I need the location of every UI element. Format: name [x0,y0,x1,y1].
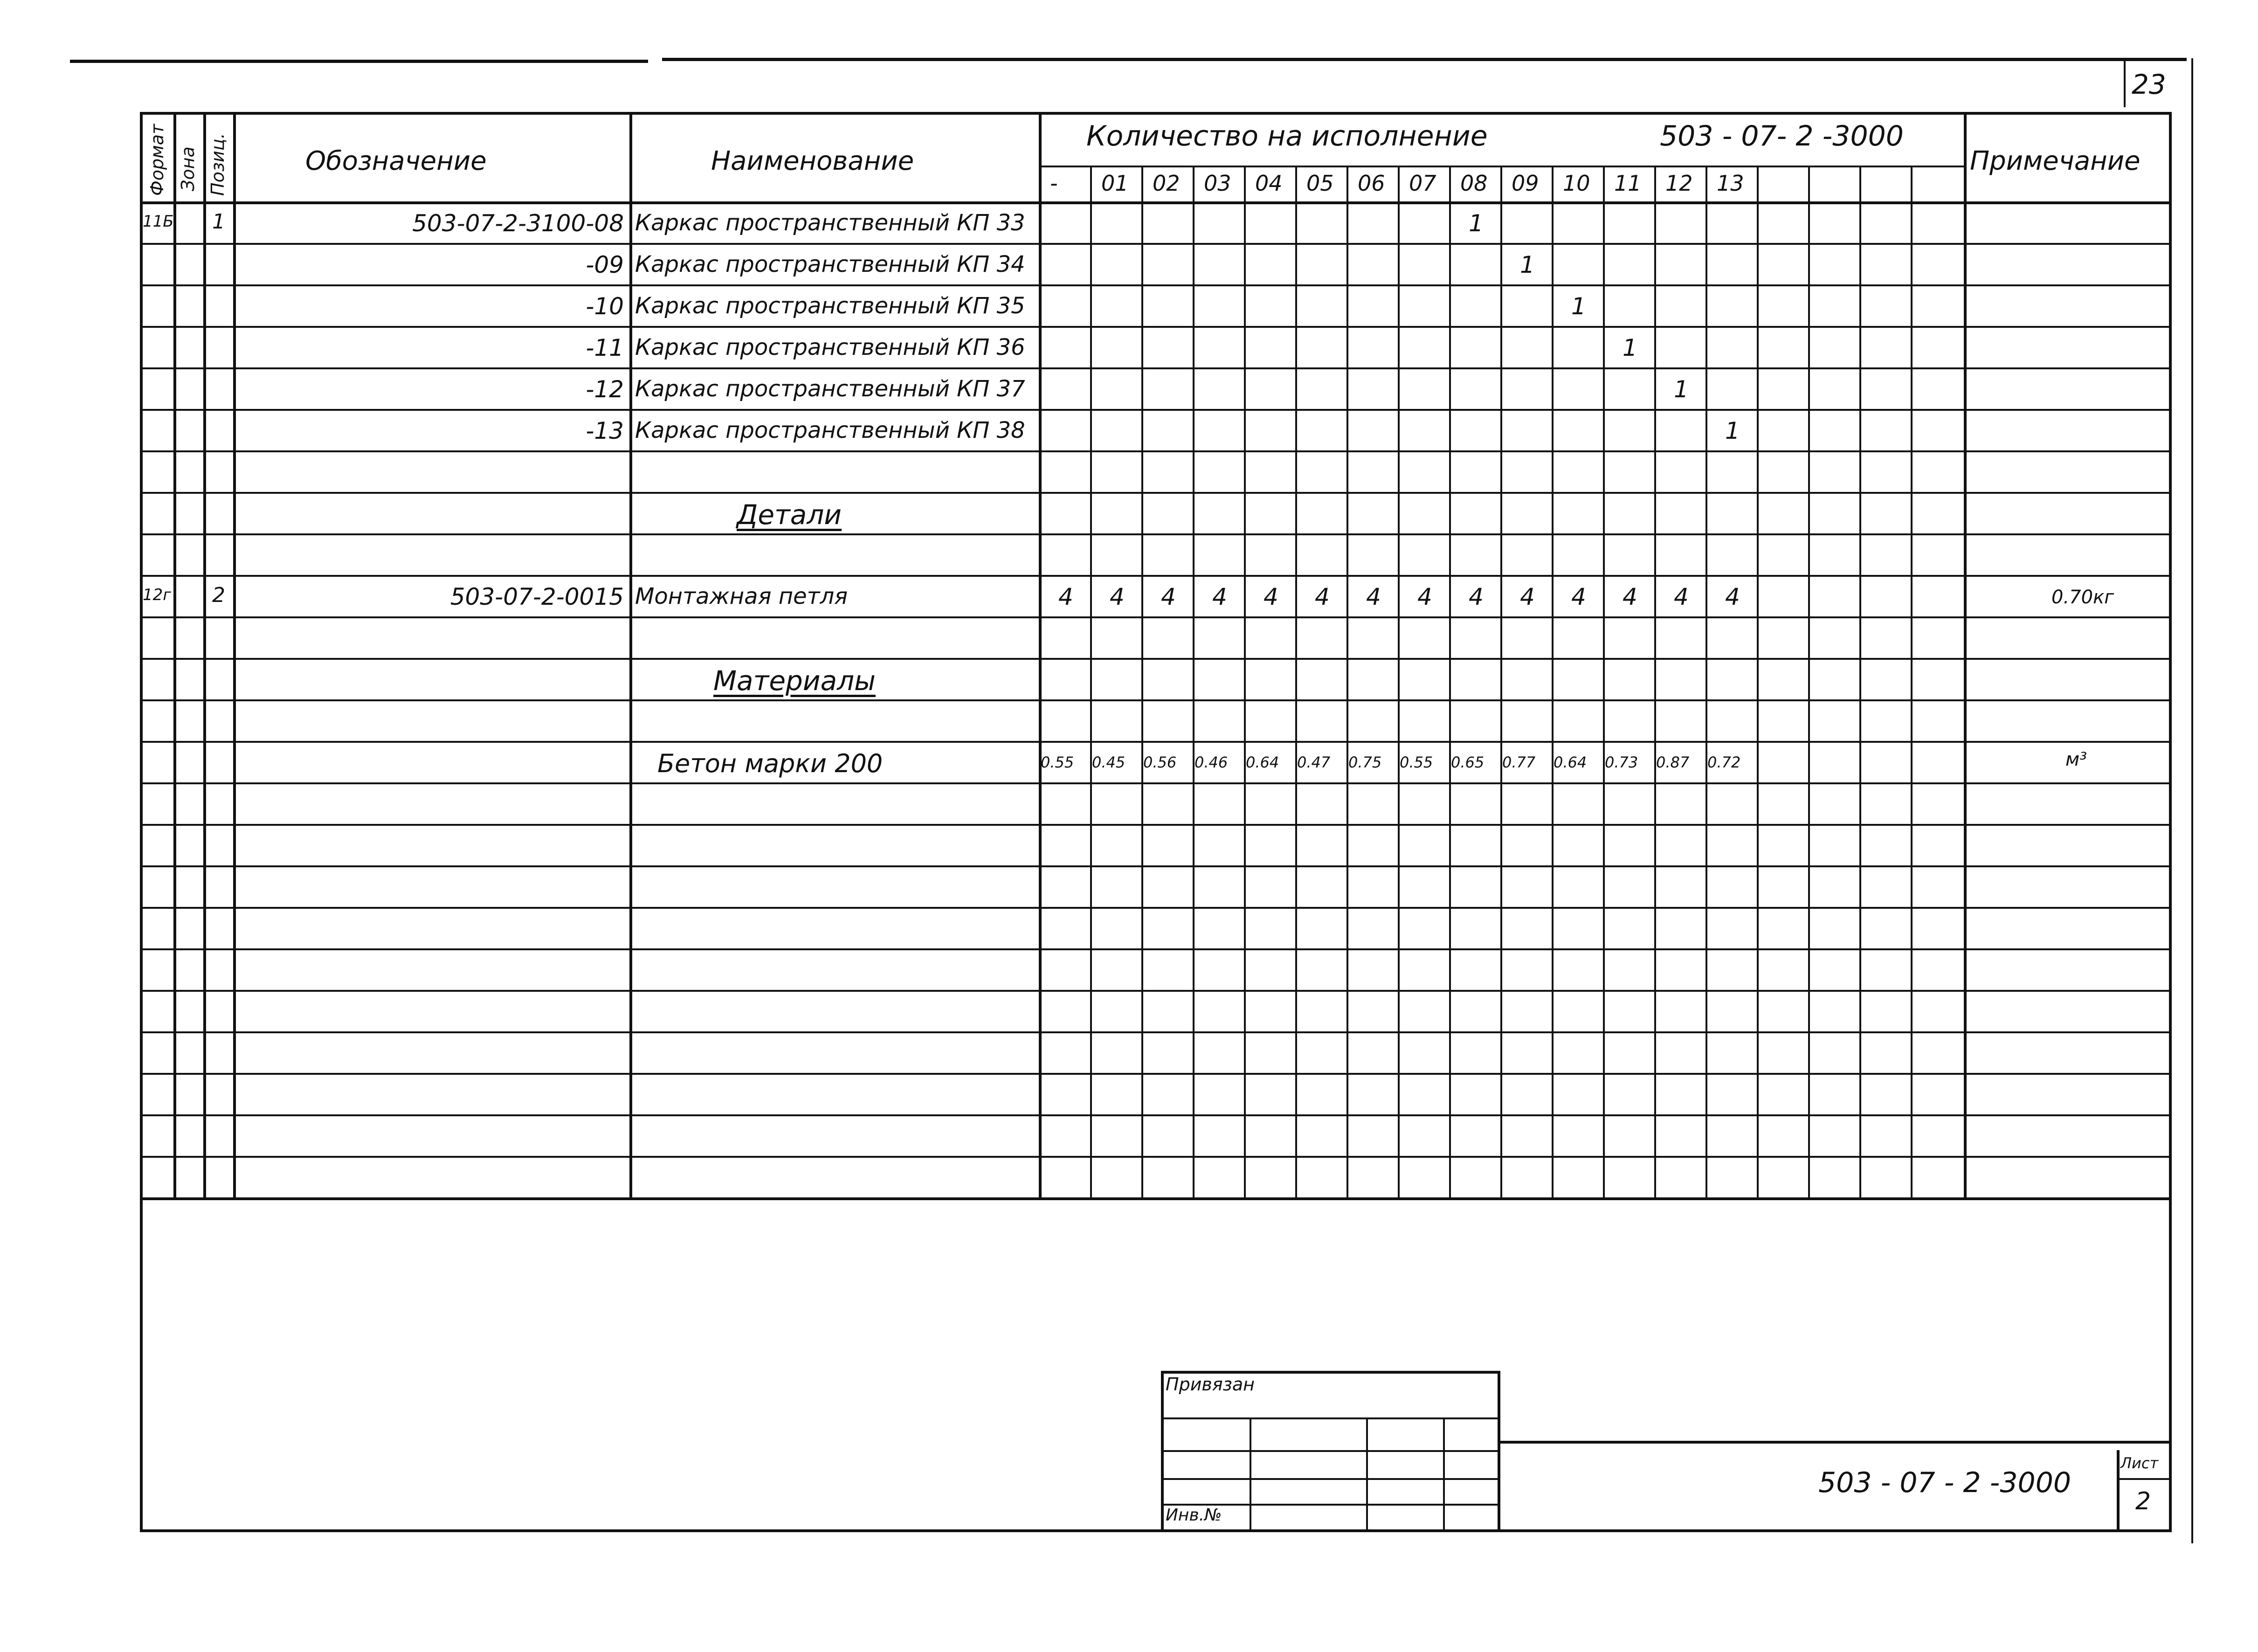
frame-left [140,112,143,1529]
cell-quantity: 0.55 [1400,753,1433,771]
qty-column-line [1500,166,1502,1197]
stamp-top [1161,1371,1498,1374]
row-line [140,575,2169,577]
stamp-col-line [1366,1417,1368,1529]
column-line [1964,112,1967,1197]
cell-quantity: 4 [1264,583,1278,610]
header-position: Позиц. [207,133,228,196]
cell-designation: 503-07-2-3100-08 [412,210,624,237]
header-zone: Зона [178,146,198,191]
row-line [140,1156,2169,1158]
cell-quantity: 0.64 [1554,753,1587,771]
row-line [140,782,2169,784]
frame-right [2169,112,2172,1529]
column-line [173,112,176,1197]
stamp-long-line [1498,1441,2169,1444]
cell-note: м³ [2065,749,2087,770]
variant-label: 08 [1460,171,1488,196]
row-line [140,865,2169,867]
cell-quantity: 4 [1212,583,1227,610]
header-quantity-title: Количество на исполнение [1086,120,1488,152]
section-heading: Детали [737,499,842,531]
row-line [140,1114,2169,1116]
cell-quantity: 0.65 [1451,753,1485,771]
rows-bottom-line [140,1197,2169,1200]
row-line [140,658,2169,660]
qty-column-line [1757,166,1759,1197]
variant-label: 06 [1358,171,1385,196]
row-line [140,990,2169,992]
cell-position: 1 [212,210,225,234]
qty-column-line [1552,166,1554,1197]
qty-column-line [1654,166,1656,1197]
cell-quantity: 0.45 [1092,753,1126,771]
cell-quantity: 1 [1520,251,1535,278]
column-line [1039,112,1042,1197]
cell-quantity: 4 [1674,583,1689,610]
variant-label: 04 [1255,171,1283,196]
cell-quantity: 0.75 [1348,753,1382,771]
stamp-row-line [1161,1478,1498,1480]
qty-column-line [1808,166,1810,1197]
cell-quantity: 1 [1674,376,1689,403]
qty-column-line [1398,166,1400,1197]
cell-position: 2 [212,583,225,607]
cell-name: Каркас пространственный КП 37 [635,376,1025,402]
row-line [140,533,2169,535]
stamp-sheet-label: Лист [2120,1454,2159,1472]
stamp-document-code: 503 - 07 - 2 -3000 [1818,1466,2072,1499]
header-format: Формат [147,124,167,196]
cell-quantity: 1 [1469,210,1484,237]
cell-quantity: 4 [1520,583,1535,610]
stamp-row-line [1161,1450,1498,1452]
stamp-right [1498,1371,1500,1529]
qty-column-line [1449,166,1451,1197]
top-border-line-right [662,58,2187,61]
cell-quantity: 4 [1417,583,1432,610]
row-line [140,824,2169,826]
cell-designation: -11 [586,334,624,361]
qty-column-line [1911,166,1913,1197]
variant-label: 09 [1512,171,1539,196]
sheet-box-left [2117,1450,2120,1529]
cell-name: Бетон марки 200 [657,749,883,778]
variant-label: 12 [1665,171,1693,196]
qty-column-line [1603,166,1605,1197]
frame-right-extension [2191,58,2193,1543]
cell-format: 12г [143,586,172,604]
cell-quantity: 0.47 [1297,753,1331,771]
cell-quantity: 4 [1469,583,1484,610]
cell-quantity: 1 [1571,293,1586,320]
variant-label: 01 [1101,171,1129,196]
row-line [140,284,2169,286]
qty-column-line [1141,166,1143,1197]
qty-column-line [1193,166,1195,1197]
cell-quantity: 0.87 [1656,753,1690,771]
row-line [140,450,2169,452]
variant-label: 10 [1563,171,1590,196]
variant-label: 13 [1717,171,1744,196]
cell-name: Каркас пространственный КП 36 [635,334,1025,360]
row-line [140,1073,2169,1075]
column-line [233,112,236,1197]
cell-format: 11Б [143,212,174,231]
row-line [140,243,2169,245]
variant-label: 07 [1409,171,1436,196]
stamp-col-line [1443,1417,1445,1529]
frame-top [140,112,2172,115]
cell-name: Каркас пространственный КП 34 [635,251,1025,277]
variant-label: - [1050,171,1058,196]
cell-name: Монтажная петля [635,583,848,609]
stamp-sheet-value: 2 [2135,1487,2151,1515]
cell-quantity: 4 [1058,583,1073,610]
variant-label: 05 [1306,171,1334,196]
sheet-number-box-left [2124,58,2126,107]
cell-quantity: 0.55 [1041,753,1074,771]
variant-label: 03 [1204,171,1231,196]
cell-quantity: 1 [1623,334,1637,361]
row-line [140,492,2169,494]
cell-quantity: 4 [1623,583,1637,610]
row-line [140,367,2169,369]
column-line [203,112,206,1197]
cell-quantity: 0.73 [1605,753,1638,771]
cell-designation: -13 [586,417,624,444]
qty-column-line [1090,166,1092,1197]
row-line [140,741,2169,743]
header-note: Примечание [1970,146,2141,176]
qty-column-line [1859,166,1861,1197]
stamp-row-line [1161,1417,1498,1419]
row-line [140,907,2169,909]
cell-designation: -09 [586,251,624,278]
column-line [629,112,632,1197]
cell-name: Каркас пространственный КП 35 [635,293,1025,319]
sheet-number-top: 23 [2132,69,2166,100]
cell-designation: 503-07-2-0015 [450,583,624,610]
qty-column-line [1295,166,1297,1197]
cell-name: Каркас пространственный КП 33 [635,210,1025,236]
cell-quantity: 4 [1161,583,1176,610]
cell-note: 0.70кг [2051,587,2114,608]
top-border-line-left [70,60,648,63]
cell-quantity: 4 [1725,583,1740,610]
frame-bottom [140,1529,2172,1532]
header-name: Наименование [711,146,914,176]
cell-quantity: 0.77 [1502,753,1536,771]
row-line [140,948,2169,950]
cell-quantity: 0.72 [1707,753,1741,771]
cell-quantity: 0.56 [1143,753,1177,771]
header-quantity-code: 503 - 07- 2 -3000 [1660,120,1904,152]
cell-quantity: 0.64 [1246,753,1279,771]
section-heading: Материалы [713,665,876,697]
cell-quantity: 4 [1571,583,1586,610]
variant-label: 11 [1614,171,1642,196]
row-line [140,699,2169,701]
stamp-inventory-label: Инв.№ [1166,1506,1222,1525]
stamp-col-line [1250,1417,1251,1529]
header-designation: Обозначение [305,146,487,176]
cell-designation: -12 [586,376,624,403]
qty-column-line [1244,166,1246,1197]
row-line [140,326,2169,328]
cell-designation: -10 [586,293,624,320]
row-line [140,409,2169,411]
row-line [140,1031,2169,1033]
cell-quantity: 1 [1725,417,1740,444]
stamp-attached-label: Привязан [1166,1374,1255,1395]
cell-quantity: 4 [1110,583,1125,610]
qty-column-line [1706,166,1707,1197]
qty-column-line [1347,166,1348,1197]
sheet-box-mid [2117,1478,2169,1480]
cell-quantity: 4 [1315,583,1330,610]
header-bottom-line [140,201,2169,204]
cell-quantity: 4 [1366,583,1381,610]
cell-quantity: 0.46 [1195,753,1228,771]
row-line [140,616,2169,618]
cell-name: Каркас пространственный КП 38 [635,417,1025,443]
variant-label: 02 [1153,171,1180,196]
